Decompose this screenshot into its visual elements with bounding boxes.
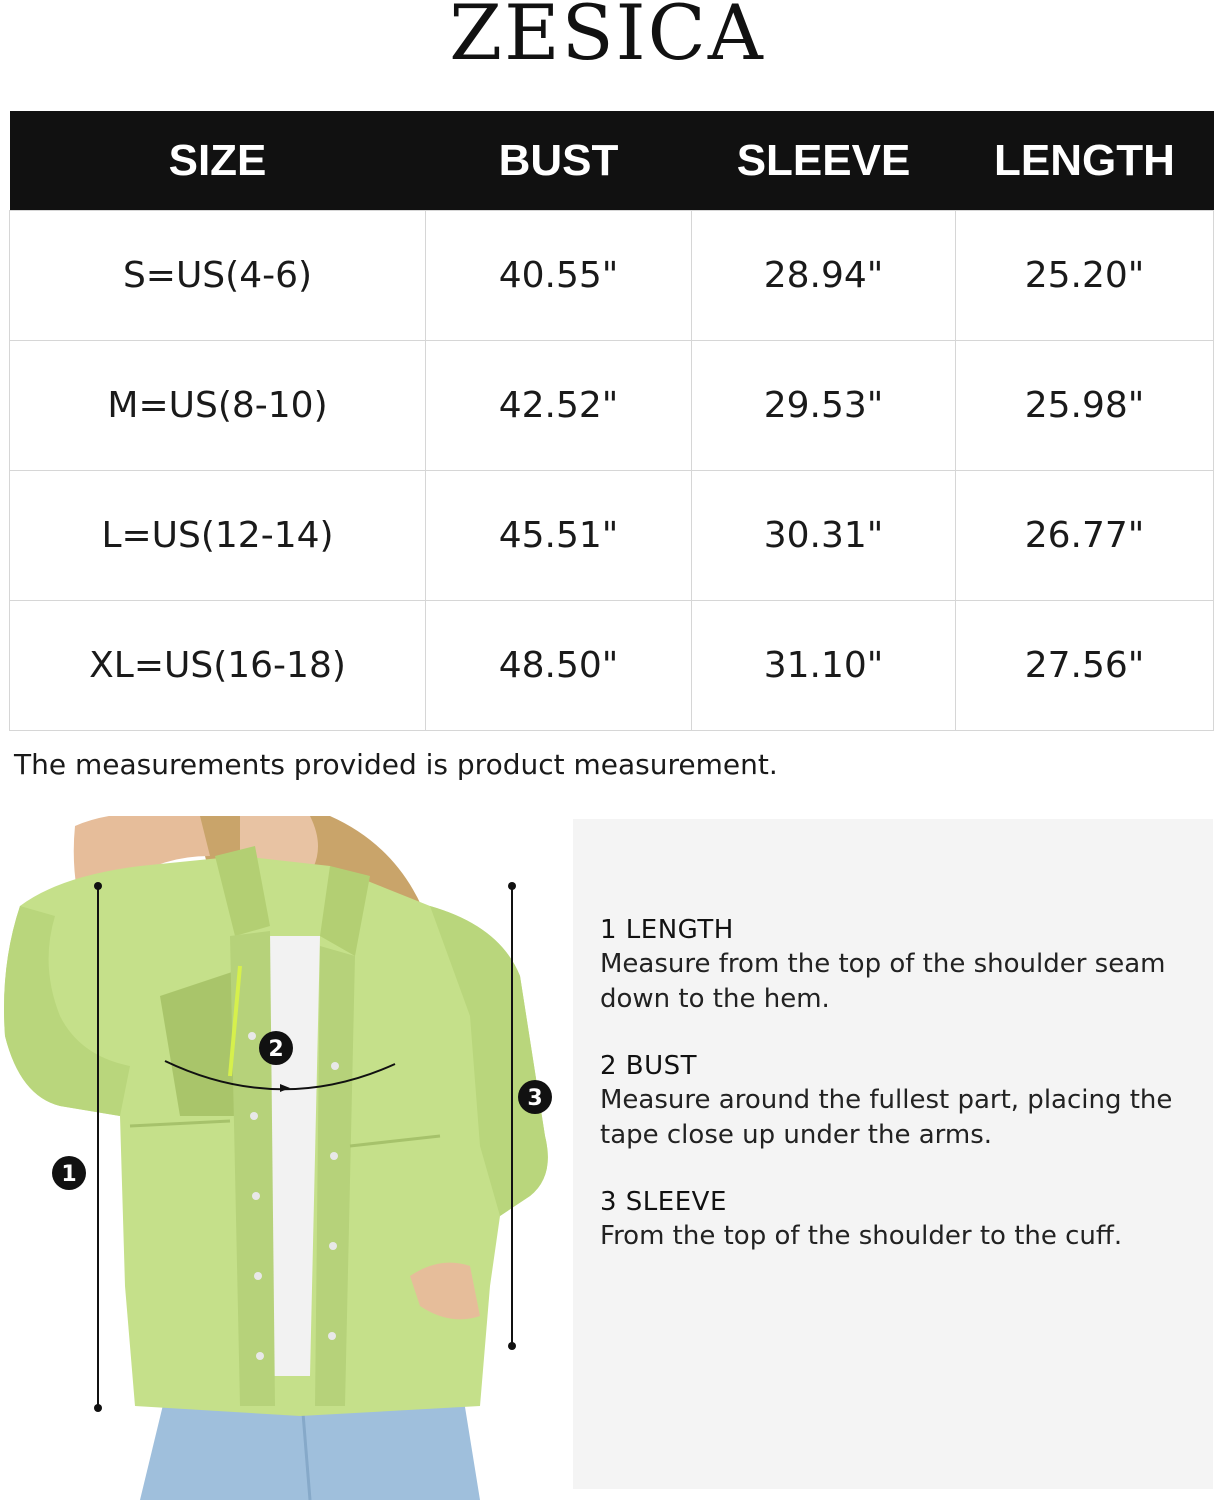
cell-length: 25.20" [956, 211, 1214, 341]
cell-sleeve: 31.10" [692, 601, 956, 731]
table-row [10, 601, 1214, 731]
guide-text: From the top of the shoulder to the cuff. [600, 1221, 1123, 1251]
header-bust: BUST [426, 111, 692, 211]
cell-bust: 42.52" [426, 341, 692, 471]
cell-length: 25.98" [956, 341, 1214, 471]
product-photo [0, 816, 560, 1500]
marker-sleeve [518, 1080, 552, 1114]
cell-length: 26.77" [956, 471, 1214, 601]
header-length: LENGTH [956, 111, 1214, 211]
cell-size: L=US(12-14) [10, 471, 426, 601]
cell-sleeve: 29.53" [692, 341, 956, 471]
svg-text:3: 3 [527, 1086, 543, 1111]
cell-size: S=US(4-6) [10, 211, 426, 341]
header-size: SIZE [10, 111, 426, 211]
guide-text: Measure around the fullest part, placing the tape close up under the arms. [600, 1085, 1173, 1150]
guide-title: 2 BUST [600, 1051, 698, 1081]
measurement-guide [573, 819, 1213, 1489]
svg-text:1: 1 [61, 1162, 77, 1187]
size-chart-table [9, 111, 1214, 731]
table-row [10, 211, 1214, 341]
cell-sleeve: 28.94" [692, 211, 956, 341]
cell-bust: 48.50" [426, 601, 692, 731]
table-header-row [10, 111, 1214, 211]
brand-logo: ZESICA [449, 0, 765, 77]
measurement-note: The measurements provided is product measurement. [14, 748, 778, 781]
cell-size: M=US(8-10) [10, 341, 426, 471]
marker-length [52, 1156, 86, 1190]
table-row [10, 471, 1214, 601]
cell-bust: 40.55" [426, 211, 692, 341]
cell-bust: 45.51" [426, 471, 692, 601]
cell-length: 27.56" [956, 601, 1214, 731]
guide-bust [600, 1049, 1200, 1153]
cell-sleeve: 30.31" [692, 471, 956, 601]
marker-bust [259, 1031, 293, 1065]
svg-text:2: 2 [268, 1037, 284, 1062]
guide-title: 3 SLEEVE [600, 1187, 727, 1217]
table-row [10, 341, 1214, 471]
header-sleeve: SLEEVE [692, 111, 956, 211]
guide-length [600, 913, 1200, 1017]
guide-title: 1 LENGTH [600, 915, 734, 945]
guide-text: Measure from the top of the shoulder seam down to the hem. [600, 949, 1166, 1014]
cell-size: XL=US(16-18) [10, 601, 426, 731]
guide-sleeve [600, 1185, 1200, 1254]
